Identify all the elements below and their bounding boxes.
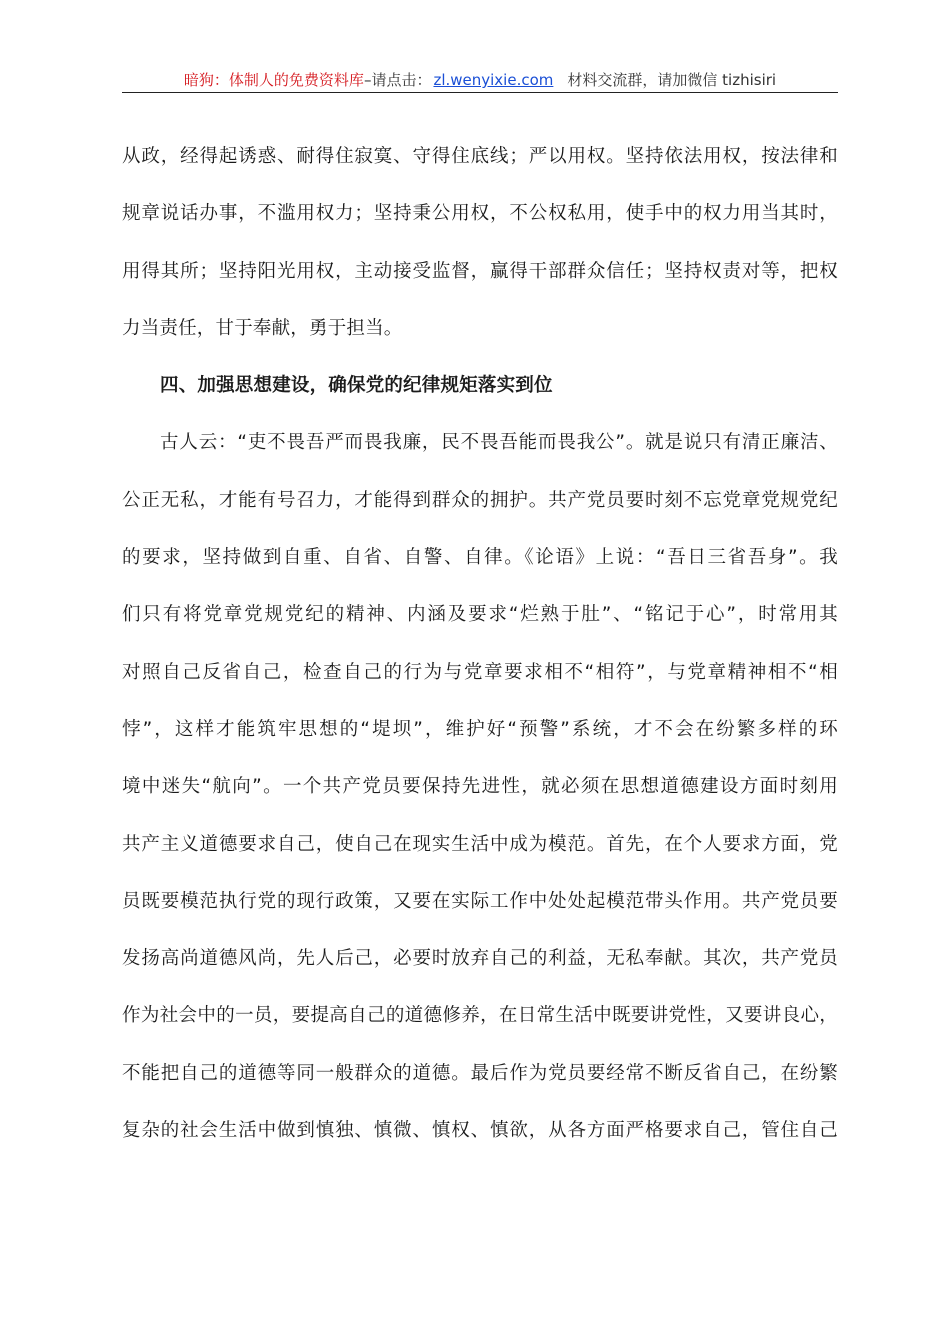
text-line: 悖”，这样才能筑牢思想的“堤坝”，维护好“预警”系统，才不会在纷繁多样的环 [122,718,838,740]
section-heading: 四、加强思想建设，确保党的纪律规矩落实到位 [160,375,553,397]
paragraph-1 [122,128,838,357]
document-body [122,128,838,1159]
header-prompt-text: –请点击： [363,71,432,89]
text-line: 规章说话办事，不滥用权力；坚持秉公用权，不公权私用，使手中的权力用当其时， [122,203,838,225]
paragraph-2 [122,414,838,1159]
text-line: 复杂的社会生活中做到慎独、慎微、慎权、慎欲，从各方面严格要求自己，管住自己 [122,1120,838,1142]
text-line: 发扬高尚道德风尚，先人后己，必要时放弃自己的利益，无私奉献。其次，共产党员 [122,948,838,970]
header-group-text: 材料交流群，请加微信 tizhisiri [567,71,777,89]
text-line: 员既要模范执行党的现行政策，又要在实际工作中处处起模范带头作用。共产党员要 [122,890,838,912]
text-line: 境中迷失“航向”。一个共产党员要保持先进性，就必须在思想道德建设方面时刻用 [122,776,838,798]
text-line: 共产主义道德要求自己，使自己在现实生活中成为模范。首先，在个人要求方面，党 [122,833,838,855]
text-line: 作为社会中的一员，要提高自己的道德修养，在日常生活中既要讲党性，又要讲良心， [122,1005,838,1027]
text-line: 们只有将党章党规党纪的精神、内涵及要求“烂熟于肚”、“铭记于心”，时常用其 [122,604,838,626]
text-line: 用得其所；坚持阳光用权，主动接受监督，赢得干部群众信任；坚持权责对等，把权 [122,260,838,282]
header-website-link[interactable]: zl.wenyixie.com [433,71,554,89]
page-header [122,68,838,93]
header-promo-text: 暗狗：体制人的免费资料库 [183,71,364,89]
text-line: 力当责任，甘于奉献，勇于担当。 [122,317,403,339]
text-line: 古人云：“吏不畏吾严而畏我廉，民不畏吾能而畏我公”。就是说只有清正廉洁、 [160,432,838,454]
text-line: 的要求，坚持做到自重、自省、自警、自律。《论语》上说：“吾日三省吾身”。我 [122,547,838,569]
text-line: 公正无私，才能有号召力，才能得到群众的拥护。共产党员要时刻不忘党章党规党纪 [122,489,838,511]
text-line: 对照自己反省自己，检查自己的行为与党章要求相不“相符”，与党章精神相不“相 [122,661,838,683]
text-line: 从政，经得起诱惑、耐得住寂寞、守得住底线；严以用权。坚持依法用权，按法律和 [122,146,838,167]
text-line: 不能把自己的道德等同一般群众的道德。最后作为党员要经常不断反省自己，在纷繁 [122,1062,838,1084]
